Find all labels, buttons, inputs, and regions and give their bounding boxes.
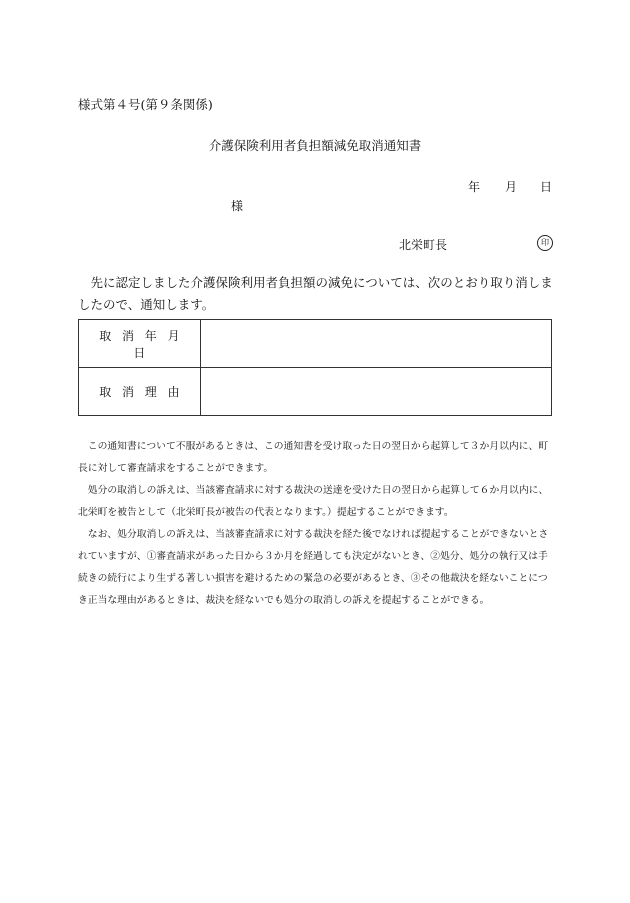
document-title: 介護保険利用者負担額減免取消通知書 [208,138,422,153]
date-day-label: 日 [540,180,553,194]
notice-paragraph: この通知書について不服があるときは、この通知書を受け取った日の翌日から起算して３か月以内に、町長に対して審査請求をすることができます。 [78,441,549,474]
date-month-label: 月 [505,180,518,194]
body-paragraph: 先に認定しました介護保険利用者負担額の減免については、次のとおり取り消しましたので、通知します。 [78,275,553,312]
table-row [79,368,552,416]
cancellation-reason-value [200,368,551,416]
addressee-suffix: 様 [231,199,244,213]
appeal-notice [78,436,554,612]
form-number: 様式第４号(第９条関係) [78,97,213,112]
seal-icon: 印 [537,235,553,251]
date-year-label: 年 [468,180,481,194]
notice-paragraph: 処分の取消しの訴えは、当該審査請求に対する裁決の送達を受けた日の翌日から起算して６か月以内に、北栄町を被告として（北栄町長が被告の代表となります。）提起することができます。 [78,485,549,518]
cancellation-table [78,319,552,416]
cancellation-date-value [200,320,551,368]
notice-paragraph: なお、処分取消しの訴えは、当該審査請求に対する裁決を経た後でなければ提起することができないとされていますが、①審査請求があった日から３か月を経過しても決定がないとき、②処分、処分の執行又は手続きの続行により生ずる著しい損害を避けるための緊急の必要があるとき、③その他裁決を経ないことにつき正当な理由があるときは、裁決を経ないでも処分の取消しの訴えを提起することができる。 [78,529,549,606]
cancellation-date-label: 取消年月日 [79,320,201,368]
cancellation-reason-label: 取消理由 [79,368,201,416]
issuer-name: 北栄町長 [399,238,448,252]
table-row [79,320,552,368]
